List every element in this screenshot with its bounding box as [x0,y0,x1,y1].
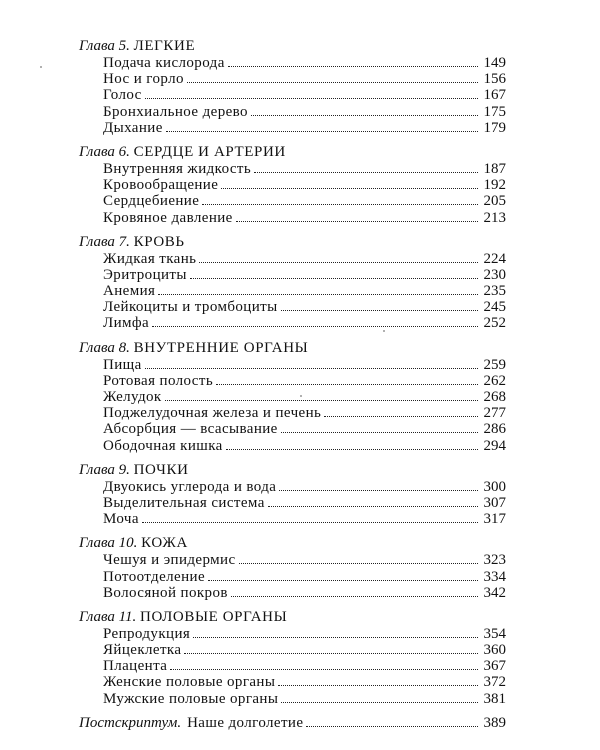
toc-entry [79,177,506,193]
chapter-label: Глава 8. [79,339,130,356]
dot-leader [281,432,478,433]
entry-page-number: 262 [483,372,506,389]
dot-leader [306,726,478,727]
entry-title: Лейкоциты и тромбоциты [103,299,278,316]
entry-title: Кровяное давление [103,209,233,226]
dot-leader [152,326,478,327]
toc-entry [79,495,506,511]
dot-leader [231,596,478,597]
entry-page-number: 213 [483,209,506,226]
entry-page-number: 205 [483,193,506,210]
toc-entry [79,373,506,389]
toc-entry [79,569,506,585]
chapter-title: ЛЕГКИЕ [133,38,196,54]
entry-page-number: 235 [483,283,506,300]
dot-leader [158,294,478,295]
entry-page-number: 294 [483,437,506,454]
entry-page-number: 307 [483,494,506,511]
toc-entry [79,626,506,642]
chapter-heading [79,234,506,251]
toc-entry [79,691,506,707]
entry-page-number: 360 [483,642,506,659]
entry-title: Потоотделение [103,568,205,585]
chapter-label: Глава 5. [79,38,130,54]
toc-entry [79,658,506,674]
scan-speck [40,66,42,68]
dot-leader [216,384,478,385]
dot-leader [236,221,478,222]
dot-leader [199,262,478,263]
entry-page-number: 354 [483,625,506,642]
entry-page-number: 259 [483,356,506,373]
toc-entry [79,267,506,283]
entry-title: Эритроциты [103,266,187,283]
entry-page-number: 245 [483,299,506,316]
toc-entry [79,389,506,405]
entry-title: Жидкая ткань [103,250,197,267]
entry-page-number: 230 [483,266,506,283]
entry-page-number: 317 [483,511,506,528]
entry-title: Сердцебиение [103,193,200,210]
toc-entry [79,552,506,568]
dot-leader [165,400,478,401]
entry-page-number: 300 [483,478,506,495]
chapter-title: СЕРДЦЕ И АРТЕРИИ [133,143,286,160]
entry-title: Яйцеклетка [103,642,182,659]
entry-page-number: 175 [483,103,506,120]
entry-title: Поджелудочная железа и печень [103,405,322,422]
entry-title: Абсорбция — всасывание [103,421,278,438]
entry-title: Репродукция [103,625,191,642]
dot-leader [239,563,478,564]
entry-title: Выделительная система [103,494,265,511]
chapter-label: Глава 10. [79,535,138,552]
chapter-heading [79,38,506,55]
dot-leader [202,204,478,205]
entry-title: Пища [103,356,142,373]
table-of-contents [79,38,506,732]
toc-entry [79,479,506,495]
toc-entry [79,87,506,103]
entry-title: Чешуя и эпидермис [103,552,236,569]
chapter-block [79,38,506,136]
chapter-block [79,535,506,601]
chapter-block [79,234,506,332]
entry-page-number: 381 [483,690,506,707]
chapter-heading [79,462,506,479]
entry-page-number: 334 [483,568,506,585]
entry-title: Мужские половые органы [103,690,279,707]
entry-title: Волосяной покров [103,584,228,601]
postscript-entry [79,715,506,732]
dot-leader [170,669,478,670]
postscript-title: Наше долголетие [187,714,304,731]
dot-leader [145,98,478,99]
chapter-label: Глава 9. [79,461,130,478]
entry-title: Внутренняя жидкость [103,160,252,177]
dot-leader [254,172,478,173]
toc-entry [79,104,506,120]
chapter-heading [79,144,506,161]
toc-entry [79,585,506,601]
toc-entry [79,642,506,658]
chapter-label: Глава 11. [79,608,137,625]
chapter-title: КОЖА [141,535,188,552]
chapter-title: ВНУТРЕННИЕ ОРГАНЫ [133,339,309,356]
entry-page-number: 367 [483,658,506,675]
toc-entry [79,405,506,421]
toc-entry [79,674,506,690]
dot-leader [190,278,478,279]
postscript-label: Постскриптум. [79,714,182,731]
toc-entry [79,511,506,527]
entry-title: Лимфа [103,315,150,332]
dot-leader [193,637,478,638]
toc-entry [79,120,506,136]
chapter-heading [79,609,506,626]
entry-title: Ободочная кишка [103,437,223,454]
entry-page-number: 252 [483,315,506,332]
entry-page-number: 268 [483,389,506,405]
dot-leader [324,416,478,417]
entry-title: Моча [103,511,139,528]
chapter-block [79,144,506,226]
dot-leader [279,490,478,491]
toc-entry [79,283,506,299]
toc-entry [79,161,506,177]
dot-leader [187,82,478,83]
entry-page-number: 156 [483,71,506,88]
postscript-page-number: 389 [483,714,506,731]
dot-leader [221,188,478,189]
entry-page-number: 179 [483,119,506,136]
toc-entry [79,438,506,454]
toc-entry [79,210,506,226]
entry-page-number: 149 [483,55,506,71]
entry-title: Нос и горло [103,71,184,88]
toc-entry [79,251,506,267]
chapter-block [79,609,506,707]
dot-leader [281,310,478,311]
entry-page-number: 167 [483,87,506,104]
entry-title: Дыхание [103,119,163,136]
chapter-title: КРОВЬ [133,233,185,250]
toc-entry [79,299,506,315]
dot-leader [278,685,478,686]
entry-page-number: 323 [483,552,506,569]
chapter-label: Глава 7. [79,233,130,250]
dot-leader [208,580,478,581]
entry-title: Голос [103,87,142,104]
toc-entry [79,55,506,71]
scan-speck [383,330,385,332]
entry-page-number: 187 [483,160,506,177]
dot-leader [142,522,478,523]
dot-leader [228,66,478,67]
entry-title: Анемия [103,283,156,300]
entry-title: Желудок [103,389,162,405]
entry-page-number: 224 [483,250,506,267]
dot-leader [281,702,478,703]
toc-entry [79,357,506,373]
toc-entry [79,71,506,87]
toc-entry [79,193,506,209]
entry-title: Женские половые органы [103,674,276,691]
dot-leader [251,115,478,116]
entry-title: Плацента [103,658,168,675]
entry-title: Ротовая полость [103,372,214,389]
chapter-label: Глава 6. [79,143,130,160]
entry-page-number: 372 [483,674,506,691]
chapter-block [79,462,506,528]
chapter-block [79,340,506,454]
entry-page-number: 277 [483,405,506,422]
toc-entry [79,421,506,437]
entry-title: Кровообращение [103,177,219,194]
chapter-list [79,38,506,707]
entry-title: Двуокись углерода и вода [103,478,277,495]
dot-leader [226,449,478,450]
entry-title: Подача кислорода [103,55,225,71]
dot-leader [268,506,478,507]
entry-page-number: 342 [483,584,506,601]
entry-page-number: 192 [483,177,506,194]
entry-title: Бронхиальное дерево [103,103,248,120]
chapter-heading [79,340,506,357]
entry-page-number: 286 [483,421,506,438]
dot-leader [145,368,478,369]
toc-entry [79,315,506,331]
chapter-title: ПОЛОВЫЕ ОРГАНЫ [140,608,288,625]
scan-speck [300,395,302,397]
chapter-heading [79,535,506,552]
dot-leader [184,653,478,654]
chapter-title: ПОЧКИ [133,461,189,478]
dot-leader [166,131,478,132]
